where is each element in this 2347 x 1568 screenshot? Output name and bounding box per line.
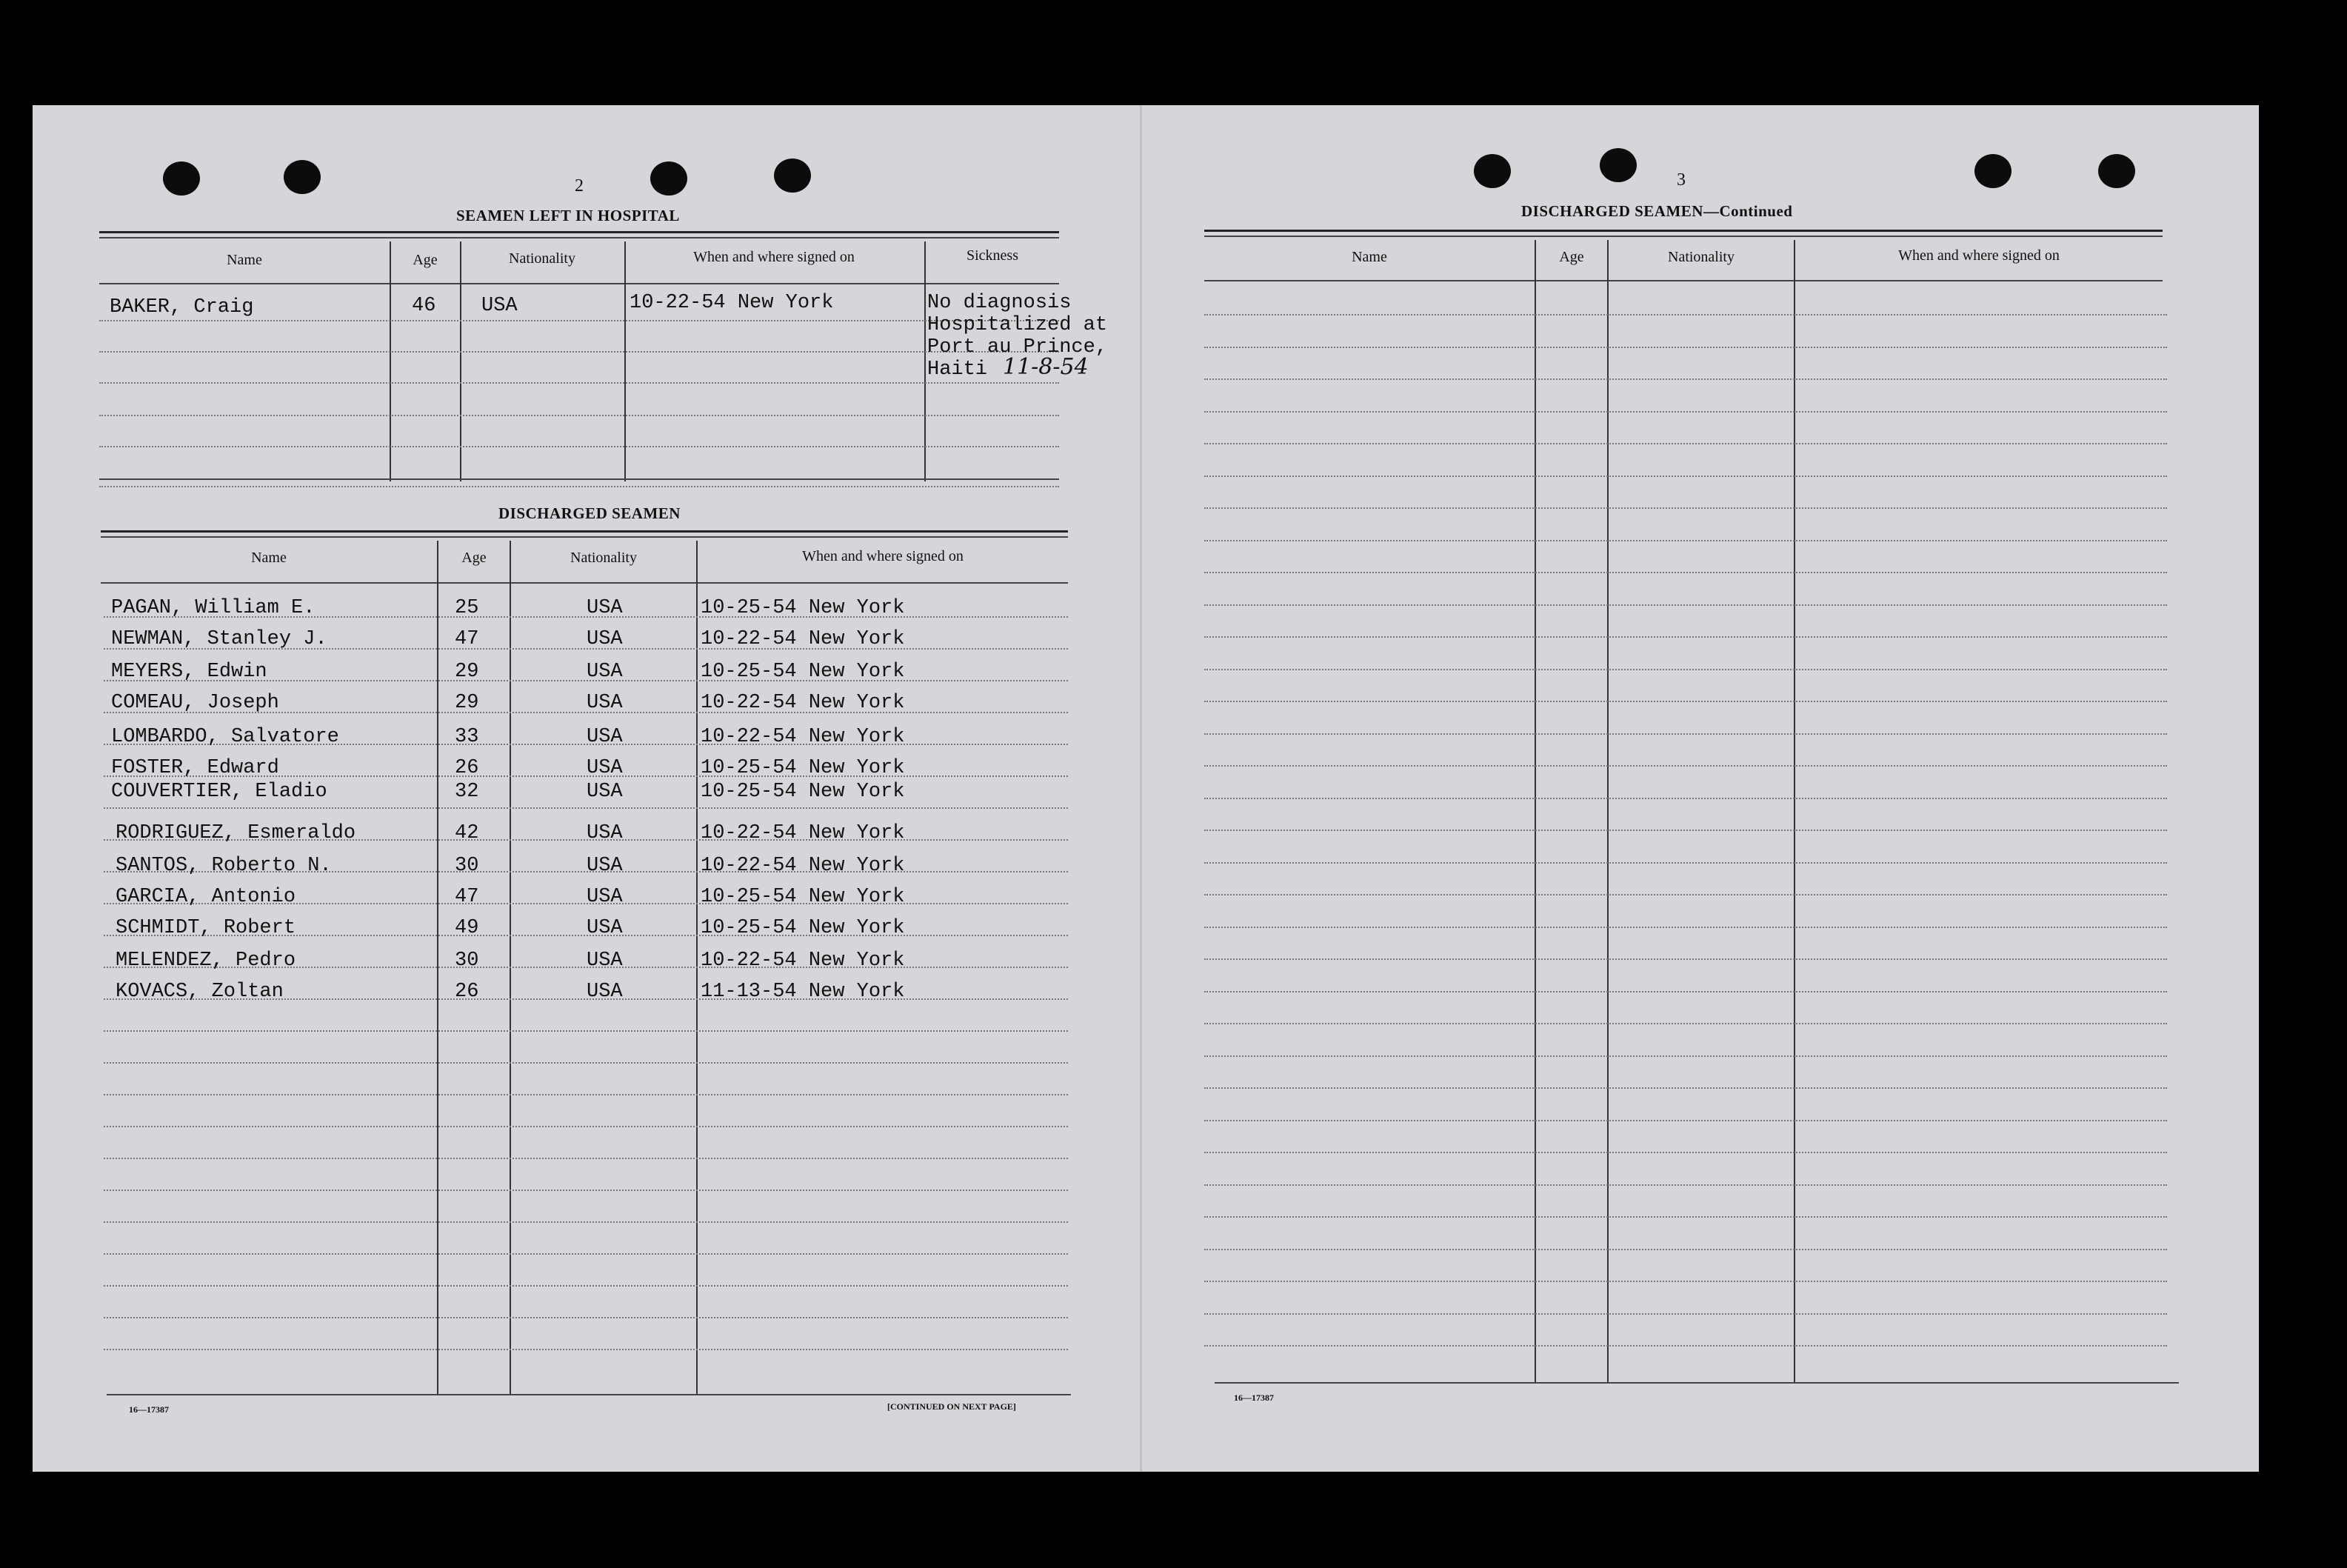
ruled-line — [1204, 958, 2167, 960]
seaman-signed-on: 10-25-54 New York — [701, 661, 905, 683]
ruled-line — [1204, 1313, 2167, 1315]
punch-hole — [2098, 154, 2135, 188]
ruled-line — [1204, 572, 2167, 573]
seaman-name: LOMBARDO, Salvatore — [111, 726, 339, 748]
ruled-line — [99, 351, 1059, 353]
seaman-nationality: USA — [587, 855, 623, 877]
seaman-name: PAGAN, William E. — [111, 597, 316, 619]
seaman-name: GARCIA, Antonio — [116, 886, 296, 908]
seaman-signed-on: 10-25-54 New York — [701, 886, 905, 908]
seaman-name: COUVERTIER, Eladio — [111, 781, 327, 803]
seaman-name: COMEAU, Joseph — [111, 692, 279, 714]
ruled-line — [1204, 927, 2167, 928]
seaman-age: 47 — [455, 886, 479, 908]
ruled-line — [99, 382, 1059, 384]
ruled-line — [104, 1094, 1068, 1095]
seaman-signed-on: 10-25-54 New York — [701, 781, 905, 803]
ruled-line — [104, 1062, 1068, 1064]
punch-hole — [650, 161, 687, 196]
hospital-age: 46 — [412, 295, 436, 317]
ruled-line — [1204, 1152, 2167, 1153]
rule — [101, 582, 1068, 584]
col-header-nationality: Nationality — [570, 550, 637, 566]
seaman-age: 30 — [455, 855, 479, 877]
seaman-signed-on: 10-22-54 New York — [701, 855, 905, 877]
seaman-nationality: USA — [587, 886, 623, 908]
ruled-line — [1204, 636, 2167, 638]
seaman-nationality: USA — [587, 822, 623, 844]
ruled-line — [1204, 1345, 2167, 1347]
col-header-sickness: Sickness — [966, 247, 1018, 264]
seaman-age: 29 — [455, 661, 479, 683]
rule — [99, 283, 1059, 284]
ruled-line — [1204, 862, 2167, 864]
handwritten-date: 11-8-54 — [1003, 354, 1089, 380]
seaman-age: 25 — [455, 597, 479, 619]
seaman-nationality: USA — [587, 981, 623, 1003]
ruled-line — [1204, 476, 2167, 477]
page-number-right: 3 — [1677, 170, 1686, 190]
hospital-name: BAKER, Craig — [110, 296, 254, 318]
ruled-line — [1204, 894, 2167, 895]
seaman-nationality: USA — [587, 597, 623, 619]
seaman-signed-on: 10-22-54 New York — [701, 822, 905, 844]
ruled-line — [99, 320, 1059, 321]
seaman-nationality: USA — [587, 950, 623, 972]
hospital-section-title: SEAMEN LEFT IN HOSPITAL — [456, 207, 680, 224]
rule — [1204, 236, 2163, 237]
col-header-age: Age — [413, 252, 438, 268]
seaman-name: FOSTER, Edward — [111, 757, 279, 779]
ruled-line — [104, 1030, 1068, 1032]
seaman-signed-on: 10-22-54 New York — [701, 950, 905, 972]
hospital-sickness-line: Port au Prince, — [927, 336, 1108, 358]
ruled-line — [1204, 1087, 2167, 1089]
ruled-line — [1204, 347, 2167, 348]
seaman-nationality: USA — [587, 726, 623, 748]
ruled-line — [104, 1317, 1068, 1318]
seaman-name: MELENDEZ, Pedro — [116, 950, 296, 972]
hospital-sickness-line: No diagnosis — [927, 292, 1072, 314]
page-number-left: 2 — [575, 176, 584, 196]
seaman-name: SCHMIDT, Robert — [116, 917, 296, 939]
rule — [101, 536, 1068, 538]
ruled-line — [1204, 443, 2167, 444]
right-section-title: DISCHARGED SEAMEN—Continued — [1521, 202, 1793, 220]
ruled-line — [1204, 507, 2167, 509]
ruled-line — [1204, 1023, 2167, 1024]
ruled-line — [1204, 314, 2167, 316]
ruled-line — [1204, 1216, 2167, 1218]
hospital-sickness-line: Hospitalized at — [927, 314, 1108, 336]
ruled-line — [1204, 991, 2167, 992]
rule — [101, 530, 1068, 533]
punch-hole — [1974, 154, 2012, 188]
hospital-signed-on: 10-22-54 New York — [630, 292, 834, 314]
seaman-nationality: USA — [587, 781, 623, 803]
seaman-signed-on: 10-25-54 New York — [701, 597, 905, 619]
seaman-nationality: USA — [587, 757, 623, 779]
rule — [107, 1394, 1071, 1395]
punch-hole — [774, 159, 811, 193]
seaman-signed-on: 11-13-54 New York — [701, 981, 905, 1003]
seaman-name: RODRIGUEZ, Esmeraldo — [116, 822, 356, 844]
ruled-line — [1204, 701, 2167, 702]
seaman-age: 29 — [455, 692, 479, 714]
ruled-line — [1204, 411, 2167, 413]
ruled-line — [104, 1349, 1068, 1350]
seaman-nationality: USA — [587, 628, 623, 650]
ruled-line — [1204, 733, 2167, 735]
form-number-left: 16—17387 — [129, 1404, 169, 1415]
ruled-line — [104, 1285, 1068, 1287]
col-header-nationality: Nationality — [1668, 249, 1735, 265]
col-header-age: Age — [461, 550, 487, 566]
seaman-name: SANTOS, Roberto N. — [116, 855, 332, 877]
ruled-line — [104, 1253, 1068, 1255]
ruled-line — [1204, 830, 2167, 831]
col-header-age: Age — [1559, 249, 1584, 265]
seaman-age: 26 — [455, 981, 479, 1003]
punch-hole — [163, 161, 200, 196]
ruled-line — [1204, 1120, 2167, 1121]
continued-note: [CONTINUED ON NEXT PAGE] — [887, 1401, 1016, 1412]
seaman-age: 26 — [455, 757, 479, 779]
hospital-nationality: USA — [481, 295, 518, 317]
col-header-signed-on: When and where signed on — [802, 548, 964, 564]
punch-hole — [284, 160, 321, 194]
seaman-nationality: USA — [587, 692, 623, 714]
seaman-signed-on: 10-22-54 New York — [701, 726, 905, 748]
seaman-signed-on: 10-25-54 New York — [701, 917, 905, 939]
rule — [1204, 280, 2163, 281]
ruled-line — [99, 415, 1059, 416]
ruled-line — [104, 1126, 1068, 1127]
col-header-name: Name — [251, 550, 287, 566]
seaman-nationality: USA — [587, 917, 623, 939]
ruled-line — [1204, 1249, 2167, 1250]
ruled-line — [99, 486, 1059, 487]
form-number-right: 16—17387 — [1234, 1392, 1274, 1403]
col-header-signed-on: When and where signed on — [693, 249, 855, 265]
ruled-line — [104, 1158, 1068, 1159]
seaman-age: 32 — [455, 781, 479, 803]
ruled-line — [1204, 669, 2167, 670]
seaman-age: 42 — [455, 822, 479, 844]
rule — [99, 237, 1059, 238]
col-header-name: Name — [1352, 249, 1387, 265]
ruled-line — [1204, 540, 2167, 541]
ruled-line — [1204, 1055, 2167, 1057]
ruled-line — [104, 1221, 1068, 1223]
ruled-line — [104, 1190, 1068, 1191]
col-header-signed-on: When and where signed on — [1898, 247, 2060, 264]
seaman-name: MEYERS, Edwin — [111, 661, 267, 683]
discharged-section-title: DISCHARGED SEAMEN — [498, 504, 681, 522]
seaman-signed-on: 10-22-54 New York — [701, 692, 905, 714]
ruled-line — [1204, 1184, 2167, 1186]
ruled-line — [1204, 1281, 2167, 1282]
ruled-line — [1204, 604, 2167, 606]
page-fold — [1140, 105, 1142, 1472]
seaman-name: KOVACS, Zoltan — [116, 981, 284, 1003]
punch-hole — [1600, 148, 1637, 182]
rule — [1215, 1382, 2179, 1384]
ruled-line — [1204, 378, 2167, 380]
seaman-name: NEWMAN, Stanley J. — [111, 628, 327, 650]
seaman-signed-on: 10-25-54 New York — [701, 757, 905, 779]
punch-hole — [1474, 154, 1511, 188]
col-header-name: Name — [227, 252, 262, 268]
seaman-age: 30 — [455, 950, 479, 972]
ruled-line — [99, 446, 1059, 447]
ruled-line — [1204, 798, 2167, 799]
ruled-line — [104, 807, 1068, 809]
document-sheet — [33, 105, 2259, 1472]
seaman-nationality: USA — [587, 661, 623, 683]
seaman-age: 47 — [455, 628, 479, 650]
hospital-sickness-line: Haiti — [927, 358, 988, 381]
rule — [1204, 230, 2163, 232]
seaman-age: 33 — [455, 726, 479, 748]
col-header-nationality: Nationality — [509, 250, 575, 267]
seaman-age: 49 — [455, 917, 479, 939]
rule — [99, 478, 1059, 480]
seaman-signed-on: 10-22-54 New York — [701, 628, 905, 650]
ruled-line — [1204, 765, 2167, 767]
rule — [99, 231, 1059, 233]
